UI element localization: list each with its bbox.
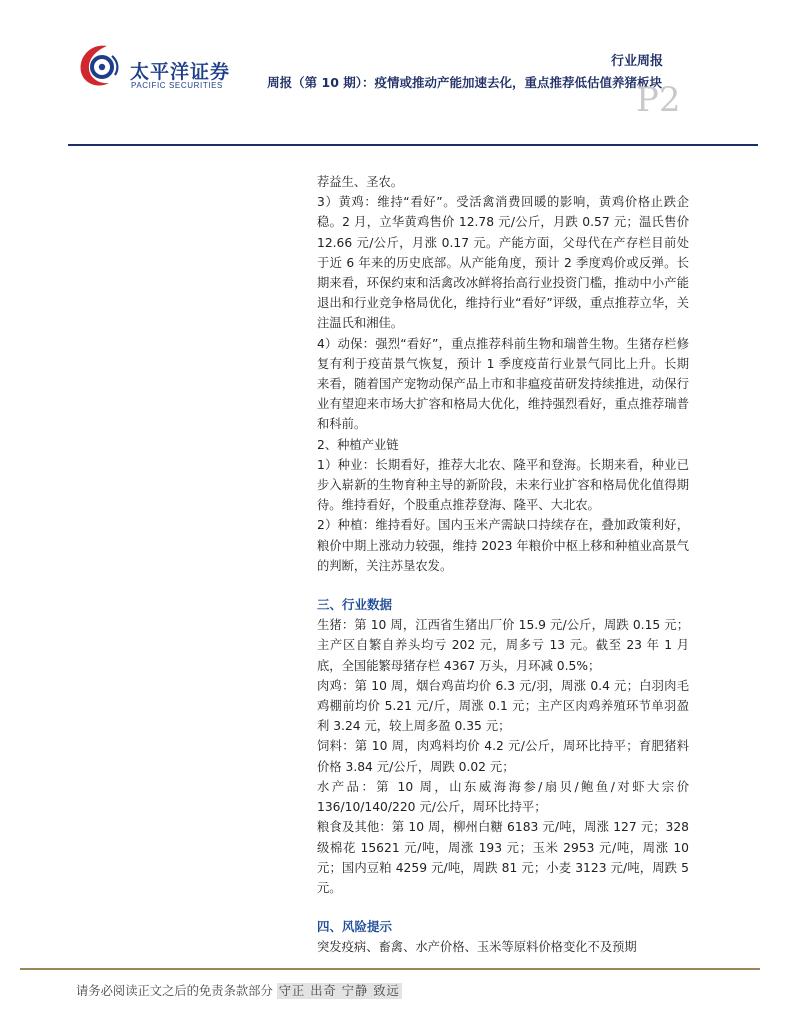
footer-motto: 守正 出奇 宁静 致远 <box>278 984 400 998</box>
pacific-securities-logo-icon <box>76 42 122 88</box>
risk-text: 突发疫病、畜禽、水产价格、玉米等原料价格变化不及预期 <box>317 940 637 955</box>
report-title: 周报（第 10 期）：疫情或推动产能加速去化，重点推荐低估值养猪板块 <box>267 75 662 90</box>
section-heading-industry-data: 三、行业数据 <box>317 597 393 613</box>
logo-text-cn: 太平洋证券 <box>130 61 231 83</box>
footer-disclaimer: 请务必阅读正文之后的免责条款部分 <box>76 984 273 998</box>
paragraph-yellow-chicken: 3）黄鸡：维持“看好”。受活禽消费回暖的影响，黄鸡价格止跌企稳。2 月，立华黄鸡售价 12.78 元/公斤，月跌 0.57 元；温氏售价 12.66 元/公斤，月涨 0.17 元。产能方面，父母代在产存栏目前处于近 6 年来的历史底部。从产能角度，预计 2 季度鸡价或反弹。长期来看，环保约束和活禽改冰鲜将抬高行业投资门槛，推动中小产能退出和行业竞争格局优化，维持行业“看好”评级，重点推荐立华，关注温氏和湘佳。 <box>317 195 689 331</box>
report-type-label: 行业周报 <box>610 54 663 69</box>
logo-text-en: PACIFIC SECURITIES <box>131 81 223 90</box>
footer <box>76 981 402 999</box>
paragraph-animal-health: 4）动保：强烈“看好”，重点推荐科前生物和瑞普生物。生猪存栏修复有利于疫苗景气恢复，预计 1 季度疫苗行业景气同比上升。长期来看，随着国产宠物动保产品上市和非瘟疫苗研发持续推进，动保行业有望迎来市场大扩容和格局大优化，维持强烈看好，重点推荐瑞普和科前。 <box>317 336 689 432</box>
paragraph: 荐益生、圣农。 <box>317 175 404 189</box>
header-divider <box>68 144 758 146</box>
data-broiler: 肉鸡：第 10 周，烟台鸡苗均价 6.3 元/羽，周涨 0.4 元；白羽肉毛鸡棚前均价 5.21 元/斤，周涨 0.1 元；主产区肉鸡养殖环节单羽盈利 3.24 元，较上周多盈 0.35 元； <box>317 678 689 734</box>
paragraph-planting: 2）种植：维持看好。国内玉米产需缺口持续存在，叠加政策利好，粮价中期上涨动力较强，维持 2023 年粮价中枢上移和种植业高景气的判断，关注苏垦农发。 <box>317 518 689 573</box>
data-hog: 生猪：第 10 周，江西省生猪出厂价 15.9 元/公斤，周跌 0.15 元；主产区自繁自养头均亏 202 元，周多亏 13 元。截至 23 年 1 月底，全国能繁母猪存栏 4367 万头，月环减 0.5%； <box>317 618 689 673</box>
footer-divider <box>20 968 760 970</box>
data-grain: 粮食及其他：第 10 周，柳州白糖 6183 元/吨，周涨 127 元；328 级棉花 15621 元/吨，周涨 193 元；玉米 2953 元/吨，周涨 10 元；国内豆粕 4259 元/吨，周跌 81 元；小麦 3123 元/吨，周跌 5 元。 <box>317 820 689 895</box>
section-heading-risk: 四、风险提示 <box>317 919 393 935</box>
page-number: P2 <box>636 80 681 120</box>
data-feed: 饲料：第 10 周，肉鸡料均价 4.2 元/公斤，周环比持平；育肥猪料价格 3.84 元/公斤，周跌 0.02 元； <box>317 739 689 774</box>
paragraph-seed-industry: 1）种业：长期看好，推荐大北农、隆平和登海。长期来看，种业已步入崭新的生物育种主导的新阶段，未来行业扩容和格局优化值得期待。维持看好，个股重点推荐登海、隆平、大北农。 <box>317 457 689 513</box>
subheading-planting-chain: 2、种植产业链 <box>317 437 399 452</box>
data-aquatic: 水产品：第 10 周，山东威海海参/扇贝/鲍鱼/对虾大宗价 136/10/140/220 元/公斤，周环比持平； <box>317 779 689 815</box>
report-body <box>317 172 689 958</box>
